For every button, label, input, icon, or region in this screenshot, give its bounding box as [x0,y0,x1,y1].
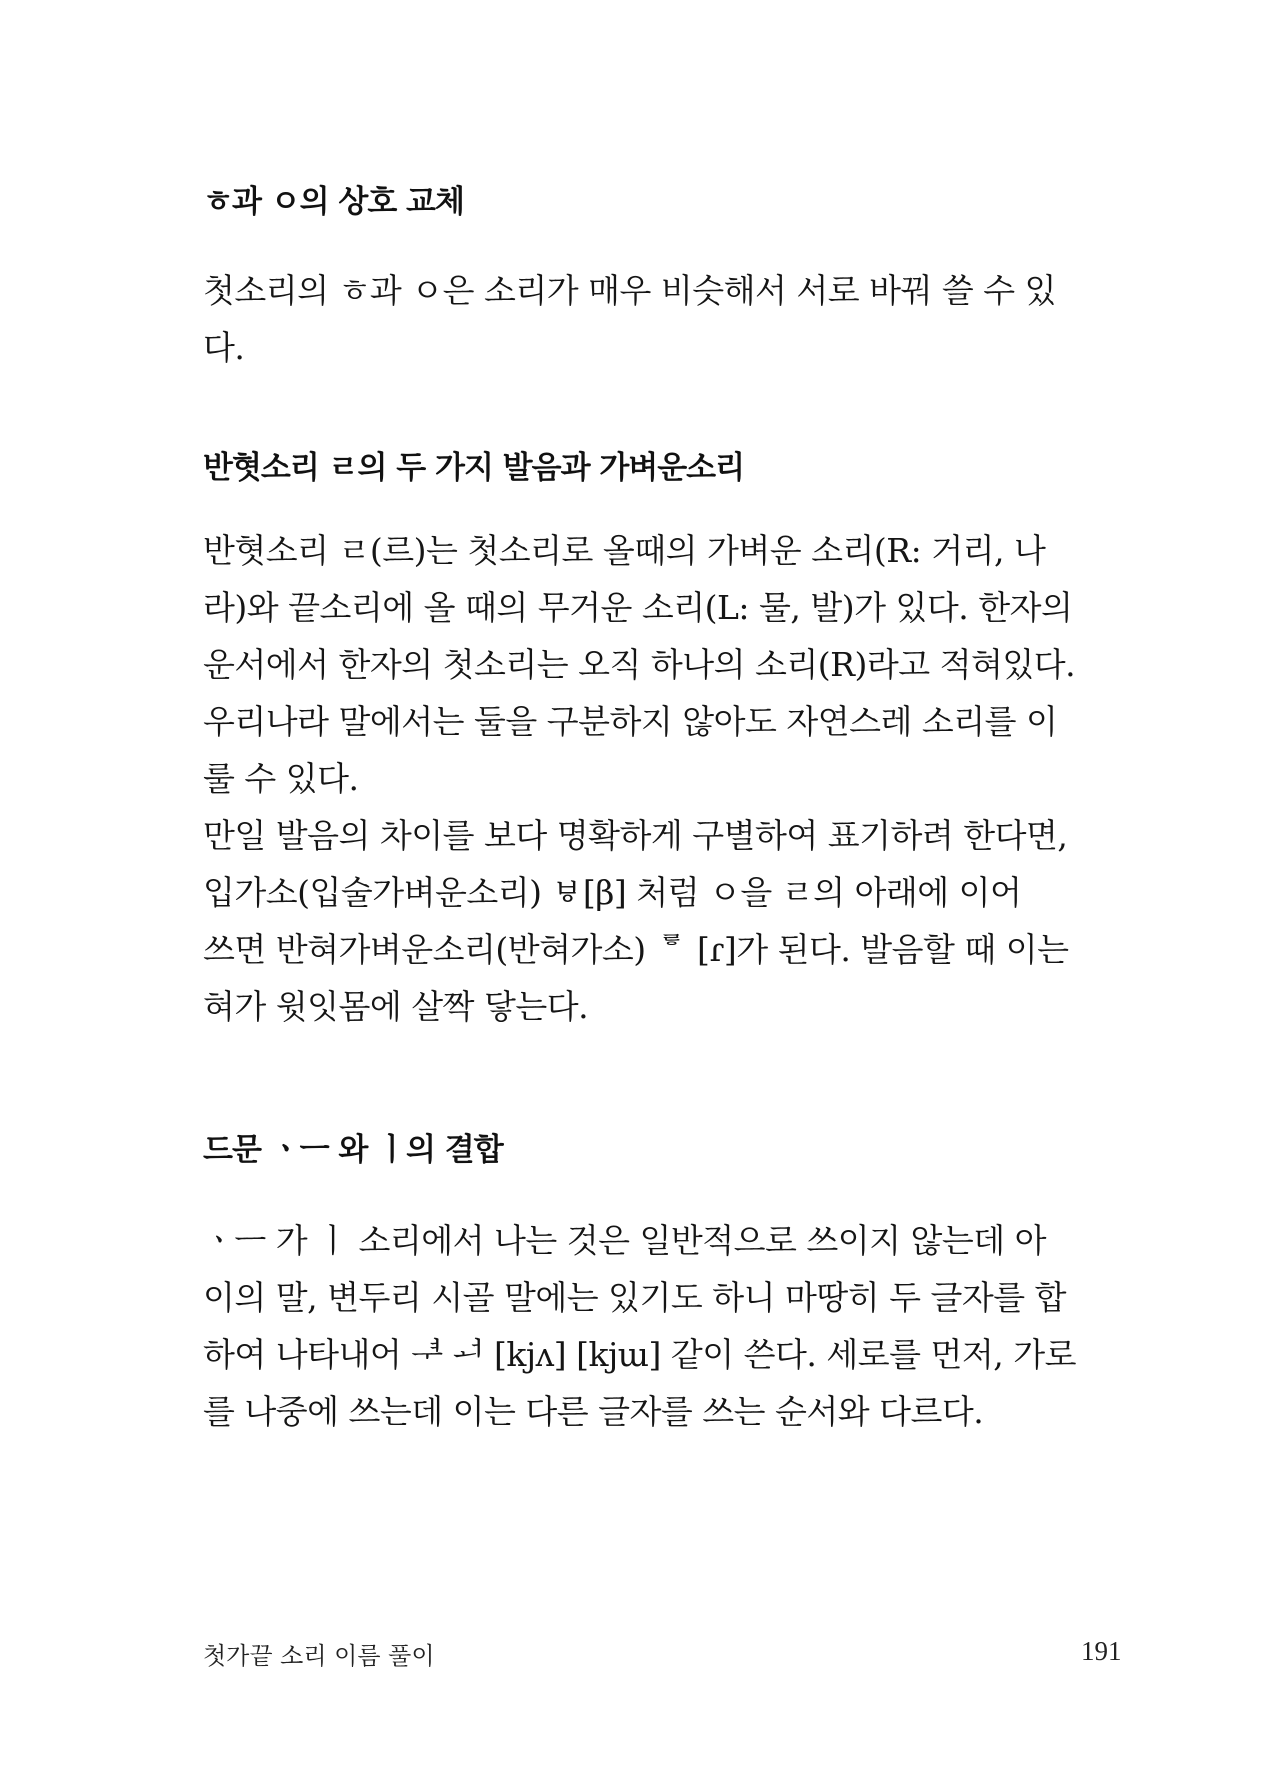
text-line: 쓰면 반혀가벼운소리(반혀가소) ᄛ [ɾ]가 된다. 발음할 때 이는 [203,930,1069,969]
text-line: 라)와 끝소리에 올 때의 무거운 소리(L: 물, 발)가 있다. 한자의 [203,588,1073,627]
running-footer-title: 첫가끝 소리 이름 풀이 [203,1642,435,1670]
text-line: 만일 발음의 차이를 보다 명확하게 구별하여 표기하려 한다면, [203,816,1068,855]
page-number: 191 [1081,1636,1122,1666]
text-line: 첫소리의 ㅎ과 ㅇ은 소리가 매우 비슷해서 서로 바꿔 쓸 수 있 [203,271,1056,310]
text-line: 다. [203,328,245,367]
text-line: 하여 나타내어 ᅾ ᅿ [kjʌ] [kjɯ] 같이 쓴다. 세로를 먼저, 가로 [203,1335,1076,1374]
text-line: 이의 말, 변두리 시골 말에는 있기도 하니 마땅히 두 글자를 합 [203,1278,1066,1317]
text-line: 룰 수 있다. [203,759,359,798]
section-heading: 드문 ㆍㅡ 와 ㅣ의 결합 [203,1132,503,1168]
section-paragraph [203,1212,1103,1440]
text-line: ㆍㅡ 가 ㅣ 소리에서 나는 것은 일반적으로 쓰이지 않는데 아 [203,1221,1046,1260]
text-line: 반혓소리 ㄹ(르)는 첫소리로 올때의 가벼운 소리(R: 거리, 나 [203,531,1046,570]
text-line: 혀가 윗잇몸에 살짝 닿는다. [203,987,589,1026]
section-paragraph [203,262,1103,376]
text-line: 운서에서 한자의 첫소리는 오직 하나의 소리(R)라고 적혀있다. [203,645,1076,684]
section-heading: 반혓소리 ㄹ의 두 가지 발음과 가벼운소리 [203,450,745,486]
text-line: 입가소(입술가벼운소리) ㅸ[β] 처럼 ㅇ을 ㄹ의 아래에 이어 [203,873,1022,912]
section-paragraph [203,522,1103,1035]
text-line: 를 나중에 쓰는데 이는 다른 글자를 쓰는 순서와 다르다. [203,1392,984,1431]
section-heading: ㅎ과 ㅇ의 상호 교체 [203,184,464,220]
text-line: 우리나라 말에서는 둘을 구분하지 않아도 자연스레 소리를 이 [203,702,1058,741]
